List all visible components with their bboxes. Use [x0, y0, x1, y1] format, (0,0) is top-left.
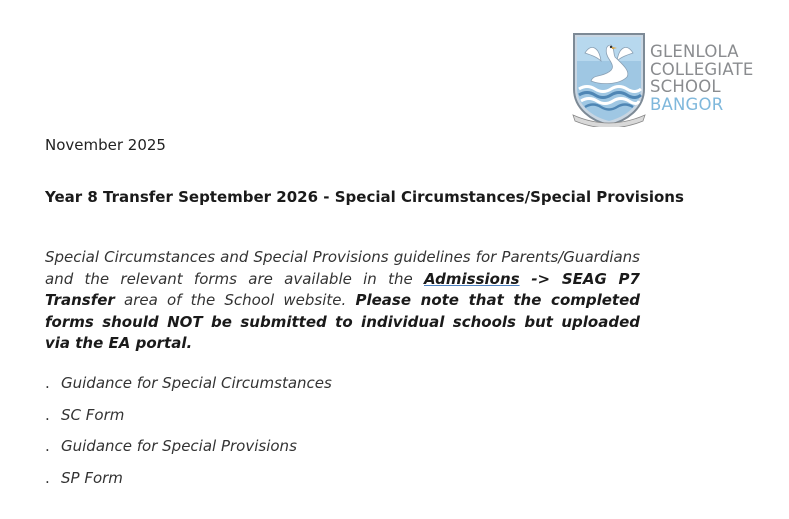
paragraph-note: Please note that the completed forms should NOT be submitted to individual schools but uploaded via the EA portal.	[45, 291, 641, 352]
paragraph-path: -> SEAG P7 Transfer	[45, 269, 640, 309]
school-name-line-3: SCHOOL	[650, 77, 721, 96]
list-item[interactable]	[45, 406, 332, 438]
list-bullet: .	[45, 374, 50, 392]
body-paragraph	[45, 247, 640, 355]
school-logo	[571, 31, 771, 127]
list-item-label: Guidance for Special Circumstances	[61, 374, 332, 392]
letter-date: November 2025	[45, 136, 166, 154]
list-item[interactable]	[45, 469, 332, 501]
list-bullet: .	[45, 468, 50, 487]
list-bullet: .	[45, 437, 50, 456]
list-bullet: .	[45, 405, 50, 424]
list-item-label: Guidance for Special Provisions	[61, 437, 297, 456]
school-crest-icon	[571, 31, 647, 127]
forms-list	[45, 374, 332, 500]
list-item-label: SC Form	[61, 405, 125, 424]
list-item[interactable]	[45, 437, 332, 469]
list-item-label: SP Form	[61, 468, 123, 487]
admissions-link[interactable]: Admissions	[424, 269, 520, 288]
paragraph-intro: Special Circumstances and Special Provisions guidelines for Parents/Guardians and the relevant forms are available in the	[45, 248, 640, 288]
letter-title: Year 8 Transfer September 2026 - Special Circumstances/Special Provisions	[45, 188, 684, 206]
school-name	[650, 43, 753, 113]
school-name-line-2: COLLEGIATE	[650, 59, 754, 79]
paragraph-mid: area of the School website.	[114, 291, 356, 309]
school-name-line-1: GLENLOLA	[650, 42, 739, 61]
list-item[interactable]	[45, 374, 332, 406]
school-name-line-4: BANGOR	[650, 94, 724, 114]
